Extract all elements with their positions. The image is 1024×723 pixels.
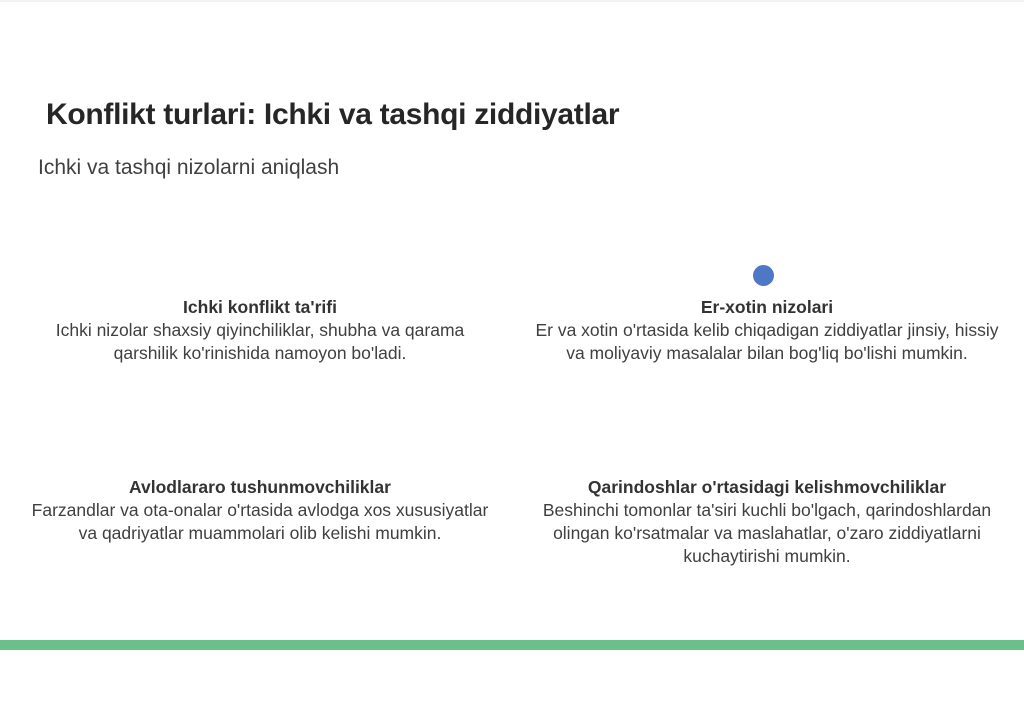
slide-title: Konflikt turlari: Ichki va tashqi ziddiyatlar bbox=[46, 98, 620, 131]
accent-dot-icon bbox=[753, 265, 774, 286]
card-title: Avlodlararo tushunmovchiliklar bbox=[129, 477, 391, 497]
card-title: Ichki konflikt ta'rifi bbox=[183, 297, 337, 317]
bottom-accent-bar bbox=[0, 640, 1024, 650]
card-title: Qarindoshlar o'rtasidagi kelishmovchiliklar bbox=[587, 477, 947, 497]
card-body: Ichki nizolar shaxsiy qiyinchiliklar, shubha va qarama qarshilik ko'rinishida namoyon bo'ladi. bbox=[55, 320, 465, 363]
card-title: Er-xotin nizolari bbox=[700, 297, 834, 317]
card-body: Er va xotin o'rtasida kelib chiqadigan ziddiyatlar jinsiy, hissiy va moliyaviy masalalar bilan bog'liq bo'lishi mumkin. bbox=[535, 320, 999, 363]
card-relatives-conflict bbox=[532, 476, 1002, 568]
slide-subtitle: Ichki va tashqi nizolarni aniqlash bbox=[38, 156, 340, 179]
top-divider bbox=[0, 0, 1024, 2]
card-body: Beshinchi tomonlar ta'siri kuchli bo'lgach, qarindoshlardan olingan ko'rsatmalar va maslahatlar, o'zaro ziddiyatlarni kuchaytirishi mumkin. bbox=[542, 500, 992, 566]
card-internal-conflict bbox=[30, 296, 490, 365]
card-spousal-conflict bbox=[532, 296, 1002, 365]
card-body: Farzandlar va ota-onalar o'rtasida avlodga xos xususiyatlar va qadriyatlar muammolari olib kelishi mumkin. bbox=[31, 500, 489, 543]
card-generational-conflict bbox=[30, 476, 490, 545]
